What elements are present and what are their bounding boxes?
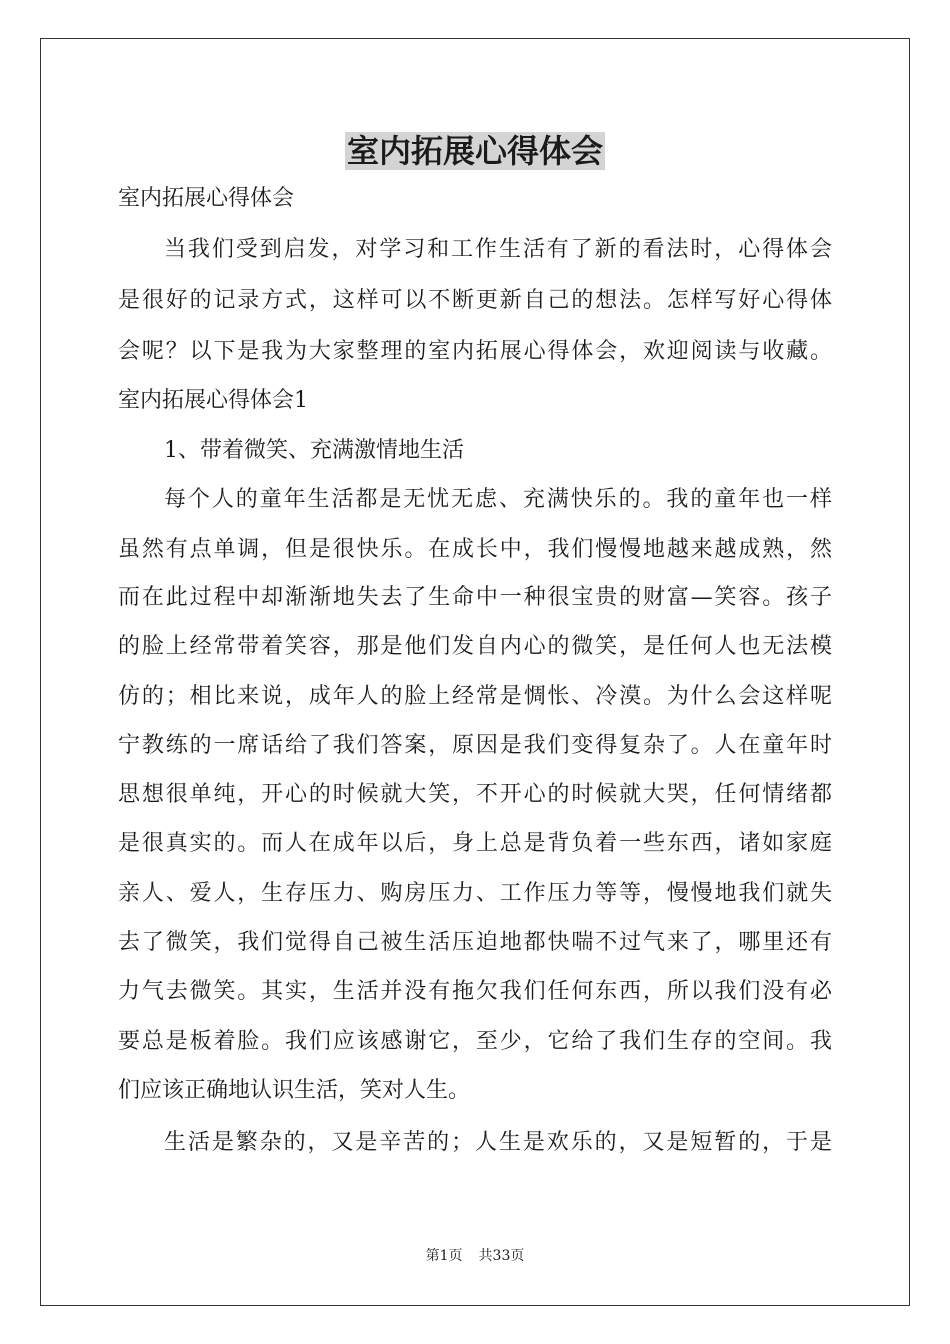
text-line: 们应该正确地认识生活，笑对人生。	[118, 1078, 471, 1103]
text-line: 1、带着微笑、充满激情地生活	[164, 438, 464, 463]
text-line: 而在此过程中却渐渐地失去了生命中一种很宝贵的财富—笑容。孩子	[118, 585, 832, 610]
total-pages: 共33页	[478, 1248, 525, 1264]
text-line: 亲人、爱人，生存压力、购房压力、工作压力等等，慢慢地我们就失	[118, 881, 832, 906]
page-number: 第1页	[425, 1248, 463, 1264]
text-line: 当我们受到启发，对学习和工作生活有了新的看法时，心得体会	[164, 237, 832, 262]
text-line: 去了微笑，我们觉得自己被生活压迫地都快喘不过气来了，哪里还有	[118, 930, 832, 955]
text-line: 是很好的记录方式，这样可以不断更新自己的想法。怎样写好心得体	[118, 288, 832, 313]
text-line: 室内拓展心得体会1	[118, 388, 308, 413]
text-line: 宁教练的一席话给了我们答案，原因是我们变得复杂了。人在童年时	[118, 733, 832, 758]
text-line: 会呢？以下是我为大家整理的室内拓展心得体会，欢迎阅读与收藏。	[118, 339, 832, 364]
text-line: 是很真实的。而人在成年以后，身上总是背负着一些东西，诸如家庭	[118, 831, 832, 856]
text-line: 思想很单纯，开心的时候就大笑，不开心的时候就大哭，任何情绪都	[118, 782, 832, 807]
text-line: 室内拓展心得体会	[118, 186, 295, 211]
text-line: 力气去微笑。其实，生活并没有拖欠我们任何东西，所以我们没有必	[118, 979, 832, 1004]
page-footer	[0, 1246, 950, 1266]
text-line: 虽然有点单调，但是很快乐。在成长中，我们慢慢地越来越成熟，然	[118, 537, 832, 562]
page-border	[40, 38, 910, 1306]
text-line: 每个人的童年生活都是无忧无虑、充满快乐的。我的童年也一样	[164, 487, 832, 512]
document-title: 室内拓展心得体会	[346, 132, 603, 170]
text-line: 生活是繁杂的，又是辛苦的；人生是欢乐的，又是短暂的，于是	[164, 1130, 832, 1155]
text-line: 的脸上经常带着笑容，那是他们发自内心的微笑，是任何人也无法模	[118, 634, 832, 659]
text-line: 要总是板着脸。我们应该感谢它，至少，它给了我们生存的空间。我	[118, 1029, 832, 1054]
text-line: 仿的；相比来说，成年人的脸上经常是惆怅、冷漠。为什么会这样呢	[118, 684, 832, 709]
